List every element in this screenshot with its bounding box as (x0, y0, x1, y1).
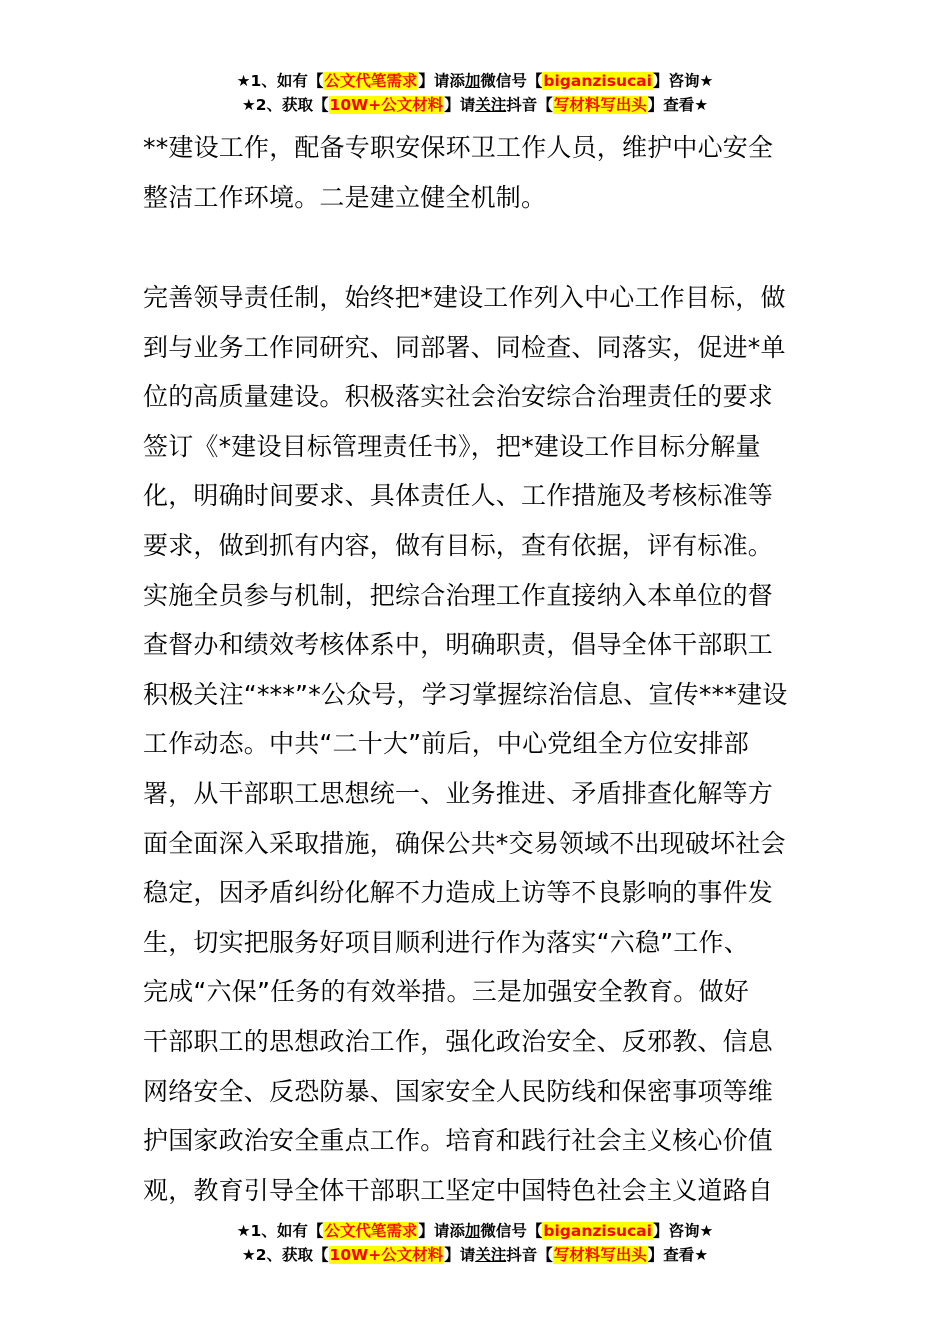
banner-highlight: 10W+公文材料 (329, 96, 444, 114)
text-line: 干部职工的思想政治工作，强化政治安全、反邪教、信息 (143, 1026, 774, 1056)
text-line: 到与业务工作同研究、同部署、同检查、同落实，促进*单 (143, 332, 786, 362)
text-line: **建设工作，配备专职安保环卫工作人员，维护中心安全 (143, 133, 774, 162)
text-line: 要求，做到抓有内容，做有目标，查有依据，评有标准。 (143, 530, 774, 560)
text-line: 签订《*建设目标管理责任书》，把*建设工作目标分解量 (143, 431, 761, 461)
footer-banner (0, 1220, 950, 1268)
text-line: 积极关注“***”*公众号，学习掌握综治信息、宣传***建设 (143, 679, 788, 709)
paragraph-2 (143, 273, 823, 1215)
banner-highlight: 写材料写出头 (553, 1246, 647, 1264)
text-line: 化，明确时间要求、具体责任人、工作措施及考核标准等 (143, 481, 774, 511)
text-line: 护国家政治安全重点工作。培育和践行社会主义核心价值 (143, 1126, 774, 1156)
text-line: 实施全员参与机制，把综合治理工作直接纳入本单位的督 (143, 580, 774, 610)
text-line: 整洁工作环境。二是建立健全机制。 (143, 182, 547, 212)
paragraph-1 (143, 123, 823, 222)
banner-highlight: biganzisucai (543, 72, 652, 90)
banner-highlight: biganzisucai (543, 1222, 652, 1240)
banner-highlight: 写材料写出头 (553, 96, 647, 114)
text-line: 工作动态。中共“二十大”前后，中心党组全方位安排部 (143, 729, 749, 759)
text-line: 位的高质量建设。积极落实社会治安综合治理责任的要求 (143, 382, 774, 412)
text-line: 稳定，因矛盾纠纷化解不力造成上访等不良影响的事件发 (143, 878, 774, 908)
header-banner (0, 70, 950, 118)
banner-line-2: ★2、获取【10W+公文材料】请关注抖音【写材料写出头】查看★ (241, 1246, 709, 1264)
text-line: 署，从干部职工思想统一、业务推进、矛盾排查化解等方 (143, 778, 774, 808)
banner-highlight: 10W+公文材料 (329, 1246, 444, 1264)
text-line: 完善领导责任制，始终把*建设工作列入中心工作目标，做 (143, 283, 786, 312)
text-line: 网络安全、反恐防暴、国家安全人民防线和保密事项等维 (143, 1076, 774, 1106)
banner-line-1: ★1、如有【公文代笔需求】请添加微信号【biganzisucai】咨询★ (236, 1222, 714, 1240)
text-line: 查督办和绩效考核体系中，明确职责，倡导全体干部职工 (143, 630, 774, 660)
text-line: 完成“六保”任务的有效举措。三是加强安全教育。做好 (143, 977, 749, 1007)
text-line: 观，教育引导全体干部职工坚定中国特色社会主义道路自 (143, 1175, 774, 1205)
text-line: 面全面深入采取措施，确保公共*交易领域不出现破坏社会 (143, 828, 786, 858)
banner-line-1: ★1、如有【公文代笔需求】请添加微信号【biganzisucai】咨询★ (236, 72, 714, 90)
banner-highlight: 公文代笔需求 (324, 72, 418, 90)
banner-highlight: 公文代笔需求 (324, 1222, 418, 1240)
text-line: 生，切实把服务好项目顺利进行作为落实“六稳”工作、 (143, 927, 749, 957)
banner-line-2: ★2、获取【10W+公文材料】请关注抖音【写材料写出头】查看★ (241, 96, 709, 114)
